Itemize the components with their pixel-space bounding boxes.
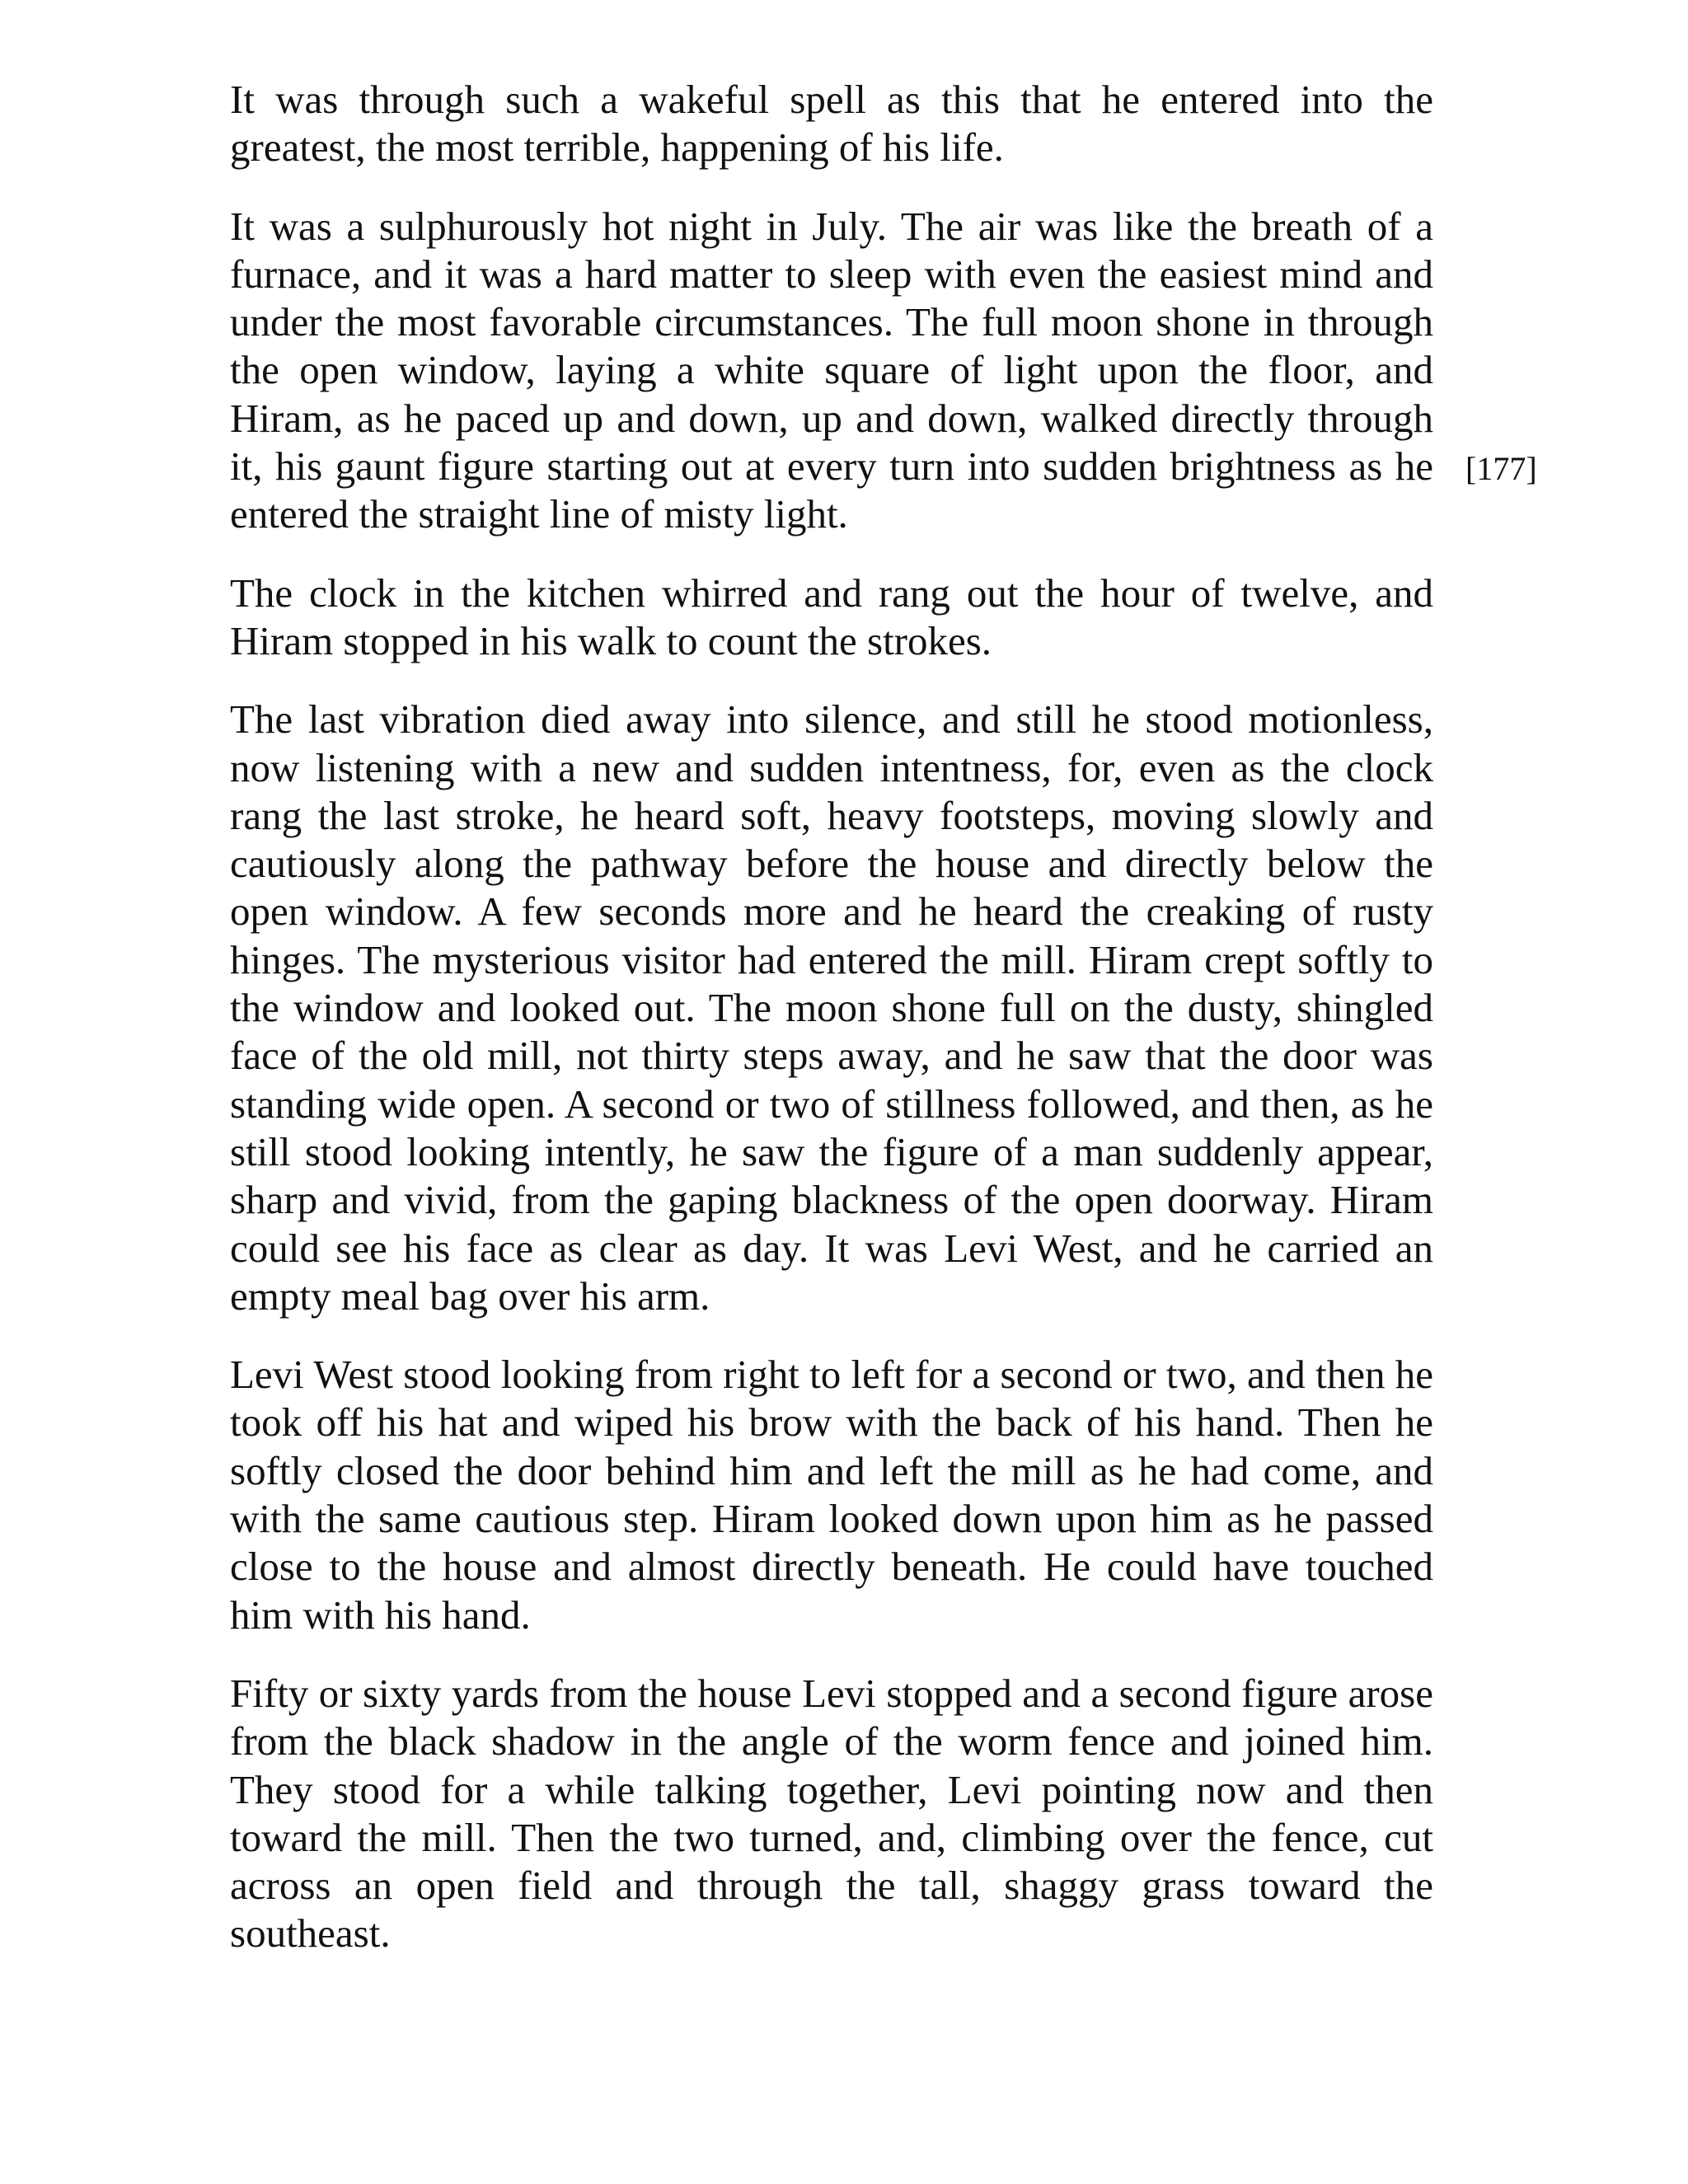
paragraph-4: The last vibration died away into silence, and still he stood motionless, now listening with a new and sudden intentness, for, even as the clock rang the last stroke, he heard soft, heavy footsteps, moving slowly and cautiously along the pathway before the house and directly below the open window. A few seconds more and he heard the creaking of rusty hinges. The mysterious visitor had entered the mill. Hiram crept softly to the window and looked out. The moon shone full on the dusty, shingled face of the old mill, not thirty steps away, and he saw that the door was standing wide open. A second or two of stillness followed, and then, as he still stood looking intently, he saw the figure of a man suddenly appear, sharp and vivid, from the gaping blackness of the open doorway. Hiram could see his face as clear as day. It was Levi West, and he carried an empty meal bag over his arm. — [230, 696, 1433, 1319]
page-number: [177] — [1465, 450, 1537, 487]
paragraph-1: It was through such a wakeful spell as this that he entered into the greatest, the most terrible, happening of his life. — [230, 77, 1433, 171]
paragraph-5: Levi West stood looking from right to left for a second or two, and then he took off his hat and wiped his brow with the back of his hand. Then he softly closed the door behind him and left the mill as he had come, and with the same cautious step. Hiram looked down upon him as he passed close to the house and almost directly beneath. He could have touched him with his hand. — [230, 1352, 1433, 1638]
paragraph-3: The clock in the kitchen whirred and rang out the hour of twelve, and Hiram stopped in his walk to count the strokes. — [230, 569, 1433, 663]
paragraph-6: Fifty or sixty yards from the house Levi stopped and a second figure arose from the black shadow in the angle of the worm fence and joined him. They stood for a while talking together, Levi pointing now and then toward the mill. Then the two turned, and, climbing over the fence, cut across an open field and through the tall, shaggy grass toward the southeast. — [230, 1670, 1433, 1957]
paragraph-2: It was a sulphurously hot night in July. The air was like the breath of a furnace, and it was a hard matter to sleep with even the easiest mind and under the most favorable circumstances. The full moon shone in through the open window, laying a white square of light upon the floor, and Hiram, as he paced up and down, up and down, walked directly through it, his gaunt figure starting out at every turn into sudden brightness as he entered the straight line of misty light. — [230, 203, 1433, 537]
page-body — [230, 76, 1433, 1989]
